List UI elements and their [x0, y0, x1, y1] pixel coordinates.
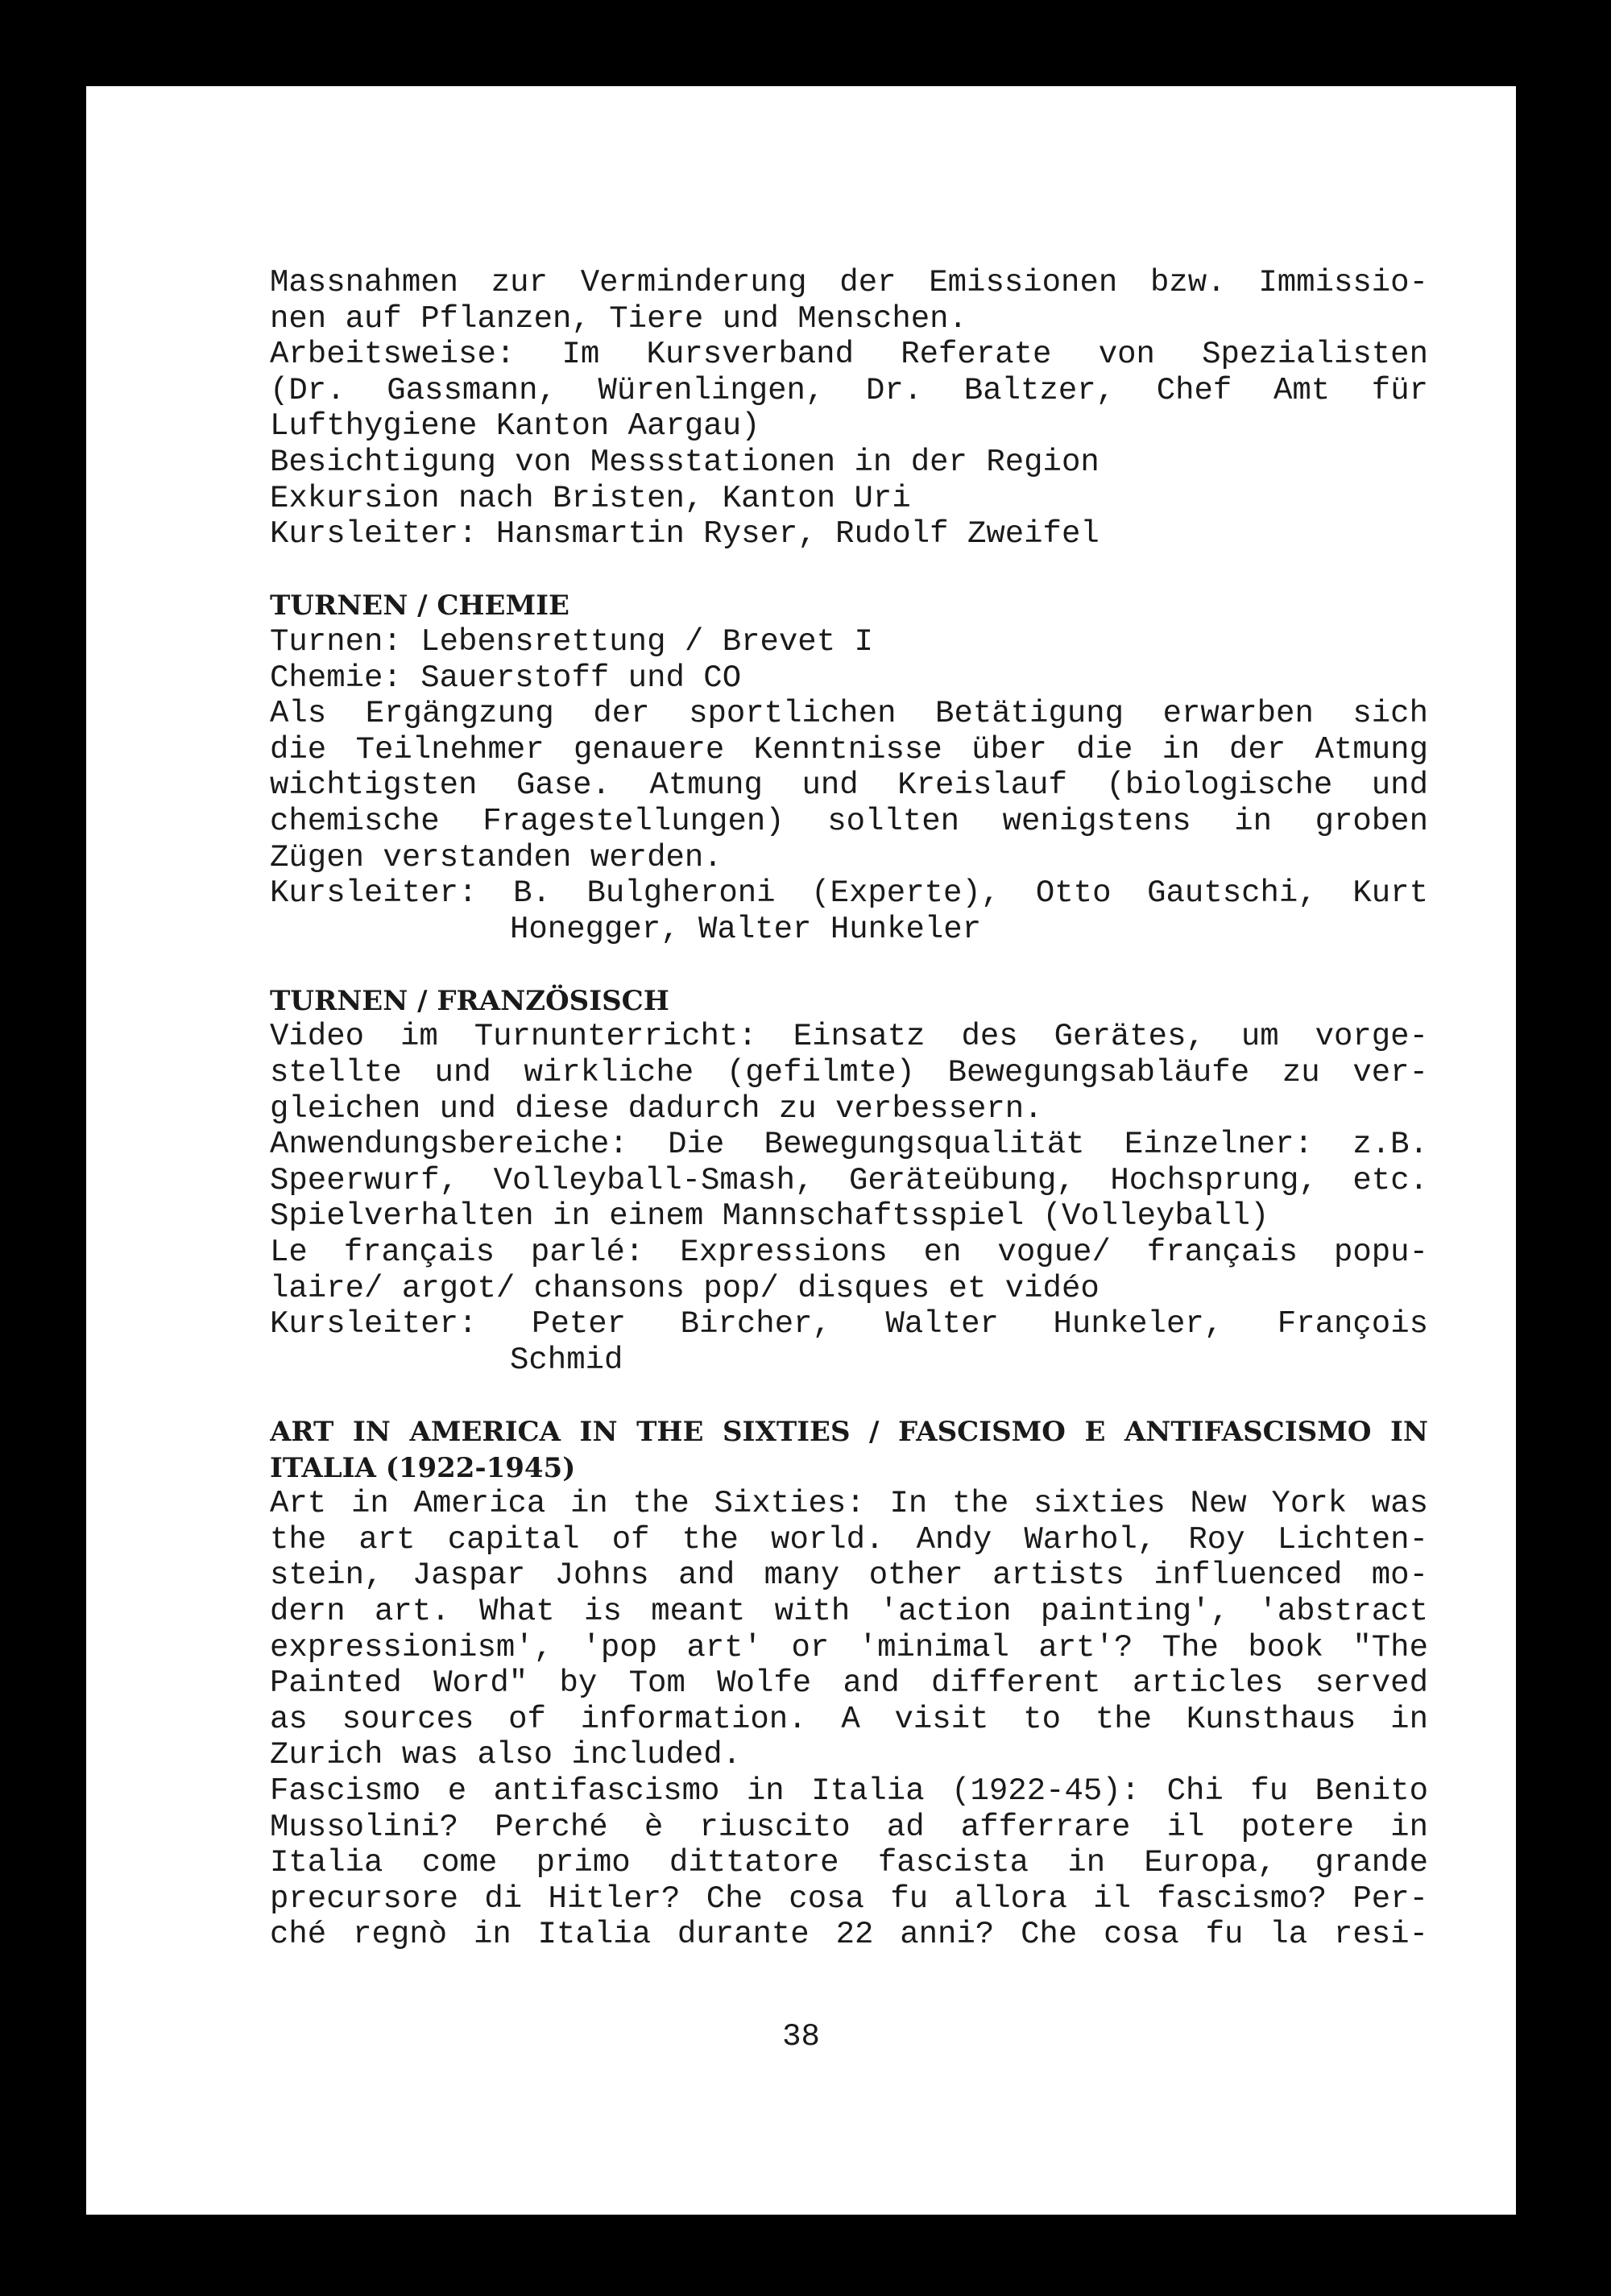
section-art-fascismo — [270, 1414, 1428, 1953]
section-heading: ART IN AMERICA IN THE SIXTIES / FASCISMO E ANTIFASCISMO IN — [270, 1416, 1428, 1448]
section-turnen-chemie — [270, 588, 1428, 947]
text-line: Kursleiter: Hansmartin Ryser, Rudolf Zweifel — [270, 516, 1100, 552]
document-body — [270, 265, 1428, 1953]
text-line: ché regnò in Italia durante 22 anni? Che cosa fu la resi- — [270, 1917, 1428, 1953]
section-spacer — [270, 947, 1428, 983]
text-line: Als Ergängzung der sportlichen Betätigung erwarben sich — [270, 696, 1428, 732]
text-line: nen auf Pflanzen, Tiere und Menschen. — [270, 300, 967, 337]
text-line: Art in America in the Sixties: In the sixties New York was — [270, 1486, 1428, 1522]
text-line: Kursleiter: Peter Bircher, Walter Hunkeler, François — [270, 1306, 1428, 1342]
section-heading: TURNEN / FRANZÖSISCH — [270, 984, 669, 1017]
text-line: (Dr. Gassmann, Würenlingen, Dr. Baltzer, Chef Amt für — [270, 372, 1428, 408]
page-number: 38 — [782, 2019, 820, 2054]
text-line: Schmid — [510, 1342, 623, 1378]
text-line: Arbeitsweise: Im Kursverband Referate von Spezialisten — [270, 337, 1428, 373]
text-line: Mussolini? Perché è riuscito ad afferrare il potere in — [270, 1809, 1428, 1845]
section-intro — [270, 265, 1428, 552]
text-line: Exkursion nach Bristen, Kanton Uri — [270, 480, 911, 516]
text-line: Turnen: Lebensrettung / Brevet I — [270, 623, 873, 660]
section-spacer — [270, 552, 1428, 589]
text-line: die Teilnehmer genauere Kenntnisse über die in der Atmung — [270, 731, 1428, 767]
text-line: precursore di Hitler? Che cosa fu allora il fascismo? Per- — [270, 1880, 1428, 1917]
text-line: as sources of information. A visit to the Kunsthaus in — [270, 1701, 1428, 1737]
text-line: Chemie: Sauerstoff und CO — [270, 660, 742, 696]
text-line: wichtigsten Gase. Atmung und Kreislauf (biologische und — [270, 767, 1428, 804]
text-line: Zügen verstanden werden. — [270, 839, 723, 875]
text-line: gleichen und diese dadurch zu verbessern. — [270, 1090, 1043, 1127]
text-line: Video im Turnunterricht: Einsatz des Gerätes, um vorge- — [270, 1019, 1428, 1055]
text-line: Zurich was also included. — [270, 1737, 742, 1773]
text-line: Massnahmen zur Verminderung der Emissionen bzw. Immissio- — [270, 265, 1428, 300]
text-line: Speerwurf, Volleyball-Smash, Geräteübung, Hochsprung, etc. — [270, 1162, 1428, 1198]
text-line: Kursleiter: B. Bulgheroni (Experte), Otto Gautschi, Kurt — [270, 875, 1428, 912]
text-line: Fascismo e antifascismo in Italia (1922-45): Chi fu Benito — [270, 1773, 1428, 1809]
text-line: Lufthygiene Kanton Aargau) — [270, 408, 760, 445]
section-heading: ITALIA (1922-1945) — [270, 1451, 576, 1484]
text-line: stellte und wirkliche (gefilmte) Bewegungsabläufe zu ver- — [270, 1055, 1428, 1091]
text-line: stein, Jaspar Johns and many other artists influenced mo- — [270, 1558, 1428, 1594]
text-line: Le français parlé: Expressions en vogue/ français popu- — [270, 1235, 1428, 1271]
text-line: Spielverhalten in einem Mannschaftsspiel (Volleyball) — [270, 1198, 1269, 1235]
section-spacer — [270, 1378, 1428, 1414]
text-line: Painted Word" by Tom Wolfe and different articles served — [270, 1665, 1428, 1702]
text-line: the art capital of the world. Andy Warhol, Roy Lichten- — [270, 1521, 1428, 1558]
text-line: dern art. What is meant with 'action painting', 'abstract — [270, 1593, 1428, 1629]
text-line: chemische Fragestellungen) sollten wenigstens in groben — [270, 803, 1428, 839]
text-line: expressionism', 'pop art' or 'minimal art'? The book "The — [270, 1629, 1428, 1665]
text-line: Anwendungsbereiche: Die Bewegungsqualität Einzelner: z.B. — [270, 1127, 1428, 1163]
document-page — [86, 86, 1516, 2215]
section-turnen-franzoesisch — [270, 983, 1428, 1379]
text-line: laire/ argot/ chansons pop/ disques et vidéo — [270, 1270, 1100, 1306]
text-line: Honegger, Walter Hunkeler — [510, 911, 982, 947]
text-line: Besichtigung von Messstationen in der Region — [270, 444, 1100, 480]
text-line: Italia come primo dittatore fascista in Europa, grande — [270, 1845, 1428, 1881]
section-heading: TURNEN / CHEMIE — [270, 590, 569, 623]
